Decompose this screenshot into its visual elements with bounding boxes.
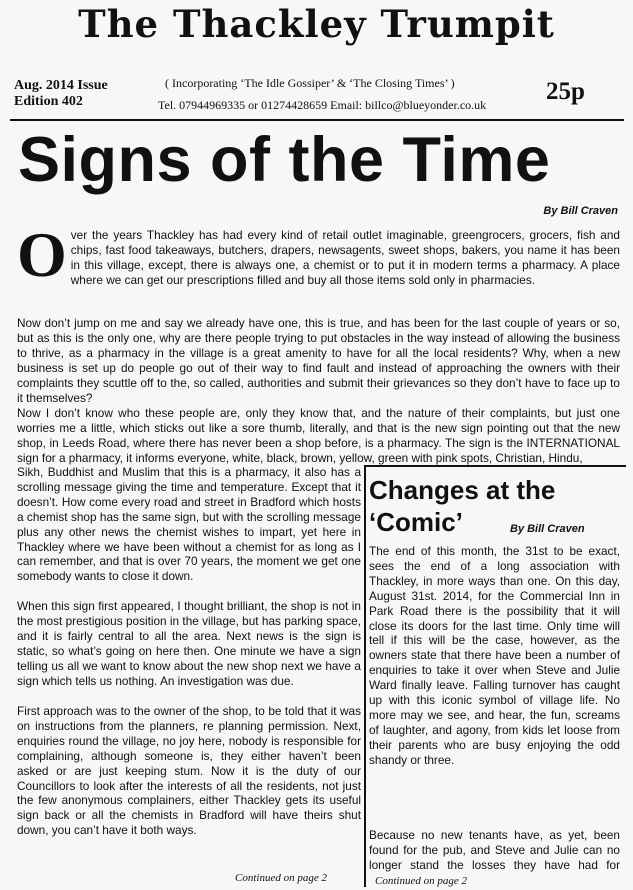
contact-line: Tel. 07944969335 or 01274428659 Email: billco@blueyonder.co.uk bbox=[158, 98, 487, 112]
drop-cap: O bbox=[17, 219, 67, 290]
article2-continued: Continued on page 2 bbox=[375, 874, 467, 887]
article1-paragraph-3b: Sikh, Buddhist and Muslim that this is a pharmacy, it also has a scrolling message giving the time and temperature. Except that it doesn’t. How come every road and street in Bradford which hosts a chemist shop has the same sign, but with the scrolling message plus any other news the chemist wishes to impart, yet here in Thackley where we have been without a chemist for as long as I can remember, and that is over 70 years, the moment we get one somebody wants to close it down. bbox=[17, 465, 361, 584]
article1-paragraph-2: Now don’t jump on me and say we already have one, this is true, and has been for the last couple of years or so, but as this is the only one, why are there people trying to put obstacles in the way instead of allowing the business to thrive, as a pharmacy in the village is a great amenity to have for all the local residents? Why, when a new business is set up do people go out of their way to find fault and instead of approaching the owners with their complaints they scuttle off to the, so called, authorities and submit their grievances so they don’t have to face up to it themselves? bbox=[17, 316, 620, 405]
article1-byline: By Bill Craven bbox=[543, 205, 618, 217]
edition-number: Edition 402 bbox=[14, 94, 83, 109]
article2-headline-line2: ‘Comic’ bbox=[369, 507, 463, 537]
article1-paragraph-3: Now I don’t know who these people are, only they know that, and the nature of their complaints, but just one worries me a little, which sticks out like a sore thumb, literally, and that is the new sign pointing out that the new shop, in Leeds Road, where there has never been a shop before, is a pharmacy. The sign is the INTERNATIONAL sign for a pharmacy, it informs everyone, white, black, brown, yellow, green with pink spots, Christian, Hindu, bbox=[17, 406, 620, 465]
masthead-title: The Thackley Trumpit bbox=[78, 2, 555, 46]
issue-date: Aug. 2014 Issue bbox=[14, 78, 108, 93]
article2-paragraph-2-text: Because no new tenants have, as yet, been found for the pub, and Steve and Julie can no longer stand the losses they have had for bbox=[369, 828, 620, 872]
article1-paragraph-1-text: ver the years Thackley has had every kind of retail outlet imaginable, greengrocers, grocers, fish and chips, fast food takeaways, butchers, drapers, newsagents, sweet shops, bakers, you name it has been in this village, except, there is always one, a chemist or to put it in modern terms a pharmacy. A place where we can get our prescriptions filled and buy all those items sold only in pharmacies. bbox=[70, 228, 620, 287]
article1-paragraph-1 bbox=[17, 219, 620, 290]
masthead-rule bbox=[10, 119, 624, 121]
issue-info bbox=[14, 78, 108, 110]
article1-paragraph-4: When this sign first appeared, I thought brilliant, the shop is not in the most prestigious position in the village, but has parking space, and it is fairly central to all the area. Next news is the sign is static, so what’s going on here then. One minute we have a sign telling us all we want to know about the new shop next we have a sign which tells us nothing. An investigation was due. bbox=[17, 599, 361, 688]
article1-continued: Continued on page 2 bbox=[235, 872, 327, 884]
price: 25p bbox=[546, 78, 585, 105]
article1-paragraph-5: First approach was to the owner of the shop, to be told that it was on instructions from the planners, re planning permission. Next, enquiries round the village, no joy here, nobody is responsible for complaining, although someone is, they either haven’t been asked or are just keeping stum. Now it is the duty of our Councillors to look after the interests of all the residents, not just the few anonymous complainers, either Thackley gets its useful sign back or all the chemists in Bradford will have theirs shut down, you can’t have it both ways. bbox=[17, 704, 361, 838]
article2-headline-line1: Changes at the bbox=[369, 475, 556, 505]
article1-headline: Signs of the Time bbox=[18, 125, 551, 195]
article2-paragraph-1: The end of this month, the 31st to be exact, sees the end of a long association with Thackley, in more ways than one. On this day, August 31st. 2014, for the Commercial Inn in Park Road there is the possibility that it will close its doors for the last time. Only time will tell if this will be the case, however, as the owners state that there have been a number of enquiries to take it over when Steve and Julie Ward finally leave. Falling turnover has caught up with this iconic symbol of village life. No more may we see, and hear, the fun, screams of laughter, and agony, from kids let loose from their parents who are busy enjoying the odd shandy or three. bbox=[369, 544, 620, 767]
incorporating-note: ( Incorporating ‘The Idle Gossiper’ & ‘The Closing Times’ ) bbox=[165, 76, 455, 90]
article2-paragraph-2 bbox=[369, 828, 620, 889]
article2-byline: By Bill Craven bbox=[510, 523, 585, 535]
